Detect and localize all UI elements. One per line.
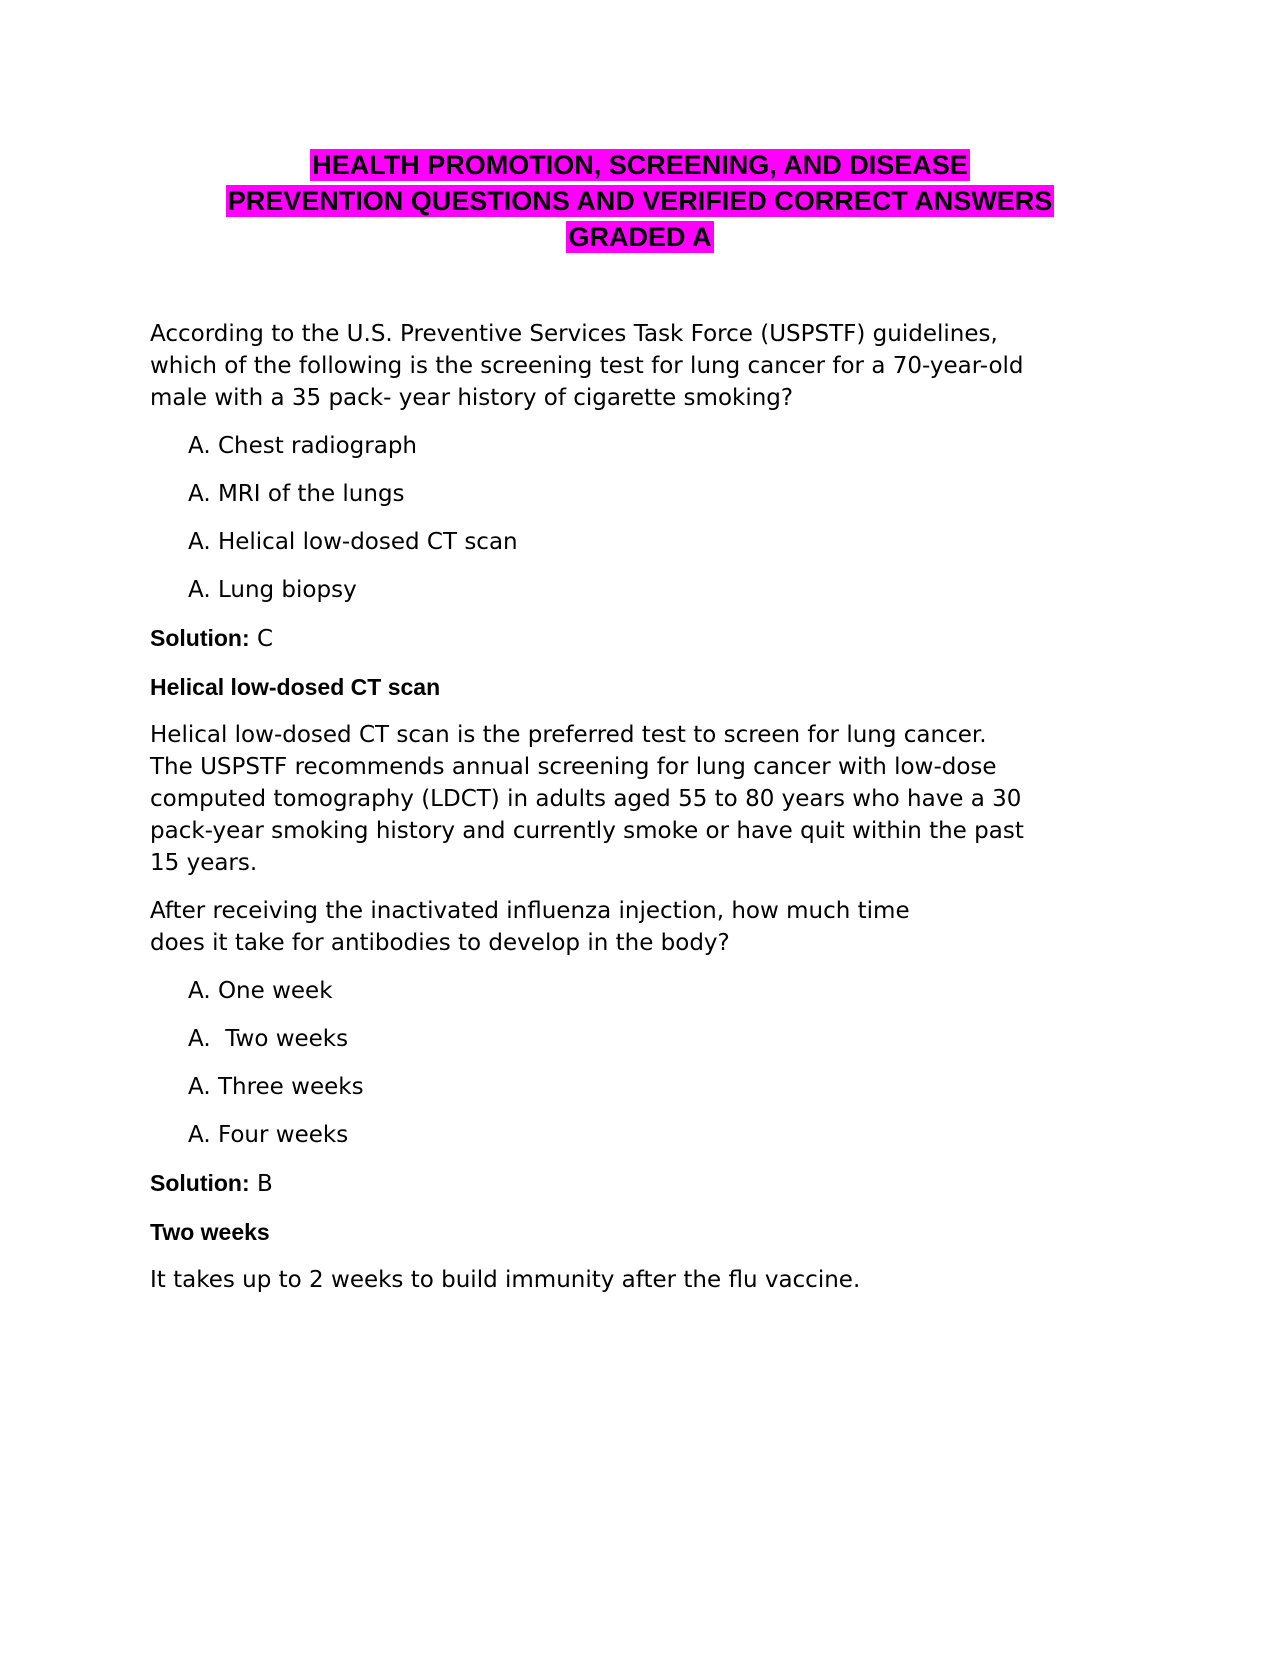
question-1-line-3: male with a 35 pack- year history of cigarette smoking? bbox=[150, 385, 794, 411]
question-2-line-2: does it take for antibodies to develop in the body? bbox=[150, 930, 730, 956]
explanation-1-line-5: 15 years. bbox=[150, 850, 258, 876]
question-1-option-c: A. Helical low-dosed CT scan bbox=[188, 529, 518, 555]
question-2-option-c: A. Three weeks bbox=[188, 1074, 364, 1100]
question-2-text bbox=[150, 895, 1130, 959]
solution-value: B bbox=[249, 1171, 273, 1197]
solution-value: C bbox=[249, 626, 274, 652]
title-line-1: HEALTH PROMOTION, SCREENING, AND DISEASE bbox=[312, 150, 968, 180]
question-1-line-1: According to the U.S. Preventive Services Task Force (USPSTF) guidelines, bbox=[150, 321, 998, 347]
question-2-explanation bbox=[150, 1264, 1130, 1296]
question-2-solution bbox=[150, 1167, 1130, 1200]
solution-label: Solution: bbox=[150, 1170, 250, 1196]
question-1-solution bbox=[150, 622, 1130, 655]
question-2-option-a: A. One week bbox=[188, 978, 333, 1004]
title-line-3: GRADED A bbox=[568, 222, 712, 252]
explanation-1-line-1: Helical low-dosed CT scan is the preferred test to screen for lung cancer. bbox=[150, 722, 987, 748]
question-1-option-d: A. Lung biopsy bbox=[188, 577, 357, 603]
question-2-option-b: A. Two weeks bbox=[188, 1026, 349, 1052]
explanation-2-line-1: It takes up to 2 weeks to build immunity after the flu vaccine. bbox=[150, 1267, 861, 1293]
document-title bbox=[150, 147, 1130, 255]
question-1-answer-heading: Helical low-dosed CT scan bbox=[150, 674, 441, 700]
question-1-explanation bbox=[150, 719, 1130, 879]
question-1-line-2: which of the following is the screening test for lung cancer for a 70-year-old bbox=[150, 353, 1024, 379]
explanation-1-line-3: computed tomography (LDCT) in adults aged 55 to 80 years who have a 30 bbox=[150, 786, 1022, 812]
question-2-answer-heading: Two weeks bbox=[150, 1219, 270, 1245]
question-1-text bbox=[150, 318, 1130, 414]
explanation-1-line-2: The USPSTF recommends annual screening for lung cancer with low-dose bbox=[150, 754, 997, 780]
question-1-option-b: A. MRI of the lungs bbox=[188, 481, 405, 507]
title-line-2: PREVENTION QUESTIONS AND VERIFIED CORRECT ANSWERS bbox=[227, 186, 1053, 216]
explanation-1-line-4: pack-year smoking history and currently smoke or have quit within the past bbox=[150, 818, 1024, 844]
question-2-line-1: After receiving the inactivated influenza injection, how much time bbox=[150, 898, 910, 924]
question-1-option-a: A. Chest radiograph bbox=[188, 433, 417, 459]
question-2-option-d: A. Four weeks bbox=[188, 1122, 349, 1148]
document-body bbox=[150, 318, 1130, 1312]
solution-label: Solution: bbox=[150, 625, 250, 651]
